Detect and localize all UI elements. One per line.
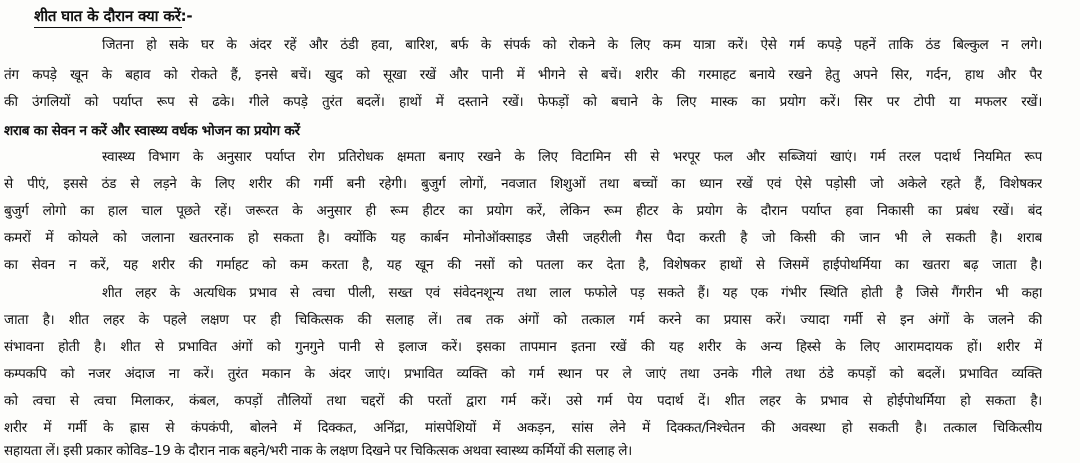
paragraph-3-line-1: शीत लहर के अत्यधिक प्रभाव से त्वचा पीली, सख्त एवं संवेदनशून्य तथा लाल फफोले पड़ सकते हैं। यह एक गंभीर स्थिति होती है जिसे गैंगरीन भी कहा: [102, 285, 1042, 301]
paragraph-2-line-1: स्वास्थ्य विभाग के अनुसार पर्याप्त रोग प्रतिरोधक क्षमता बनाए रखने के लिए विटामिन सी से भरपूर फल और सब्जियां खाएं। गर्म तरल पदार्थ नियमित रूप: [102, 149, 1042, 165]
paragraph-3-line-2: जाता है। शीत लहर के पहले लक्षण पर ही चिकित्सक की सलाह लें। तब तक अंगों को तत्काल गर्म करने का प्रयास करें। ज्यादा गर्मी से इन अंगों के जलने की: [4, 312, 1042, 328]
paragraph-2-line-3: बुजुर्ग लोगो का हाल चाल पूछते रहें। जरूरत के अनुसार ही रूम हीटर का प्रयोग करें, लेकिन रूम हीटर के प्रयोग के दौरान पर्याप्त हवा निकासी का प्रबंध रखें। बंद: [4, 203, 1042, 219]
paragraph-1-line-2: तंग कपड़े खून के बहाव को रोकते हैं, इनसे बचें। खुद को सूखा रखें और पानी में भीगने से बचें। शरीर की गरमाहट बनाये रखने हेतु अपने सिर, गर्दन, हाथ और पैर: [4, 67, 1042, 83]
paragraph-3-line-6: शरीर में गर्मी के ह्रास से कंपकंपी, बोलने में दिक्कत, अनिंद्रा, मांसपेशियों में अकड़न, सांस लेने में दिक्कत/निश्चेतन की अवस्था हो सकती है। तत्काल चिकित्सीय: [4, 420, 1042, 436]
subheading: शराब का सेवन न करें और स्वास्थ्य वर्धक भोजन का प्रयोग करें: [4, 123, 300, 139]
paragraph-2-line-2: से पीएं, इससे ठंड से लड़ने के लिए शरीर की गर्मी बनी रहेगी। बुजुर्ग लोगों, नवजात शिशुओं तथा बच्चों का ध्यान रखें एवं ऐसे पड़ोसी जो अकेले रहते हैं, विशेषकर: [4, 176, 1042, 192]
paragraph-3-line-4: कम्पकपि को नजर अंदाज ना करें। तुरंत मकान के अंदर जाएं। प्रभावित व्यक्ति को गर्म स्थान पर ले जाएं तथा उनके गीले तथा ठंडे कपड़ों को बदलें। प्रभावित व्यक्ति: [4, 366, 1042, 382]
paragraph-3-line-5: को त्वचा से त्वचा मिलाकर, कंबल, कपड़ों तौलियों तथा चद्दरों की परतों द्वारा गर्म करें। उसे गर्म पेय पदार्थ दें। शीत लहर के प्रभाव से होईपोथर्मिया हो सकता है।: [4, 393, 1042, 409]
paragraph-3-line-3: संभावना होती है। शीत से प्रभावित अंगों को गुनगुने पानी से इलाज करें। इसका तापमान इतना रखें की यह शरीर के अन्य हिस्से के लिए आरामदायक हों। शरीर में: [4, 339, 1042, 355]
paragraph-1-line-1: जितना हो सके घर के अंदर रहें और ठंडी हवा, बारिश, बर्फ के संपर्क को रोकने के लिए कम यात्रा करें। ऐसे गर्म कपड़े पहनें ताकि ठंड बिल्कुल न लगे।: [102, 37, 1042, 53]
paragraph-2-line-5: का सेवन न करें, यह शरीर की गर्माहट को कम करता है, यह खून की नसों को पतला कर देता है, विशेषकर हाथों से जिसमें हाईपोथर्मिया का खतरा बढ़ जाता है।: [4, 257, 1042, 273]
section-heading: शीत घात के दौरान क्या करें:-: [34, 7, 193, 25]
paragraph-2-line-4: कमरों में कोयले को जलाना खतरनाक हो सकता है। क्योंकि यह कार्बन मोनोऑक्साइड जैसी जहरीली गैस पैदा करती है जो किसी की जान भी ले सकती है। शराब: [4, 230, 1042, 246]
paragraph-1-line-3: की उंगलियों को पर्याप्त रूप से ढके। गीले कपड़े तुरंत बदलें। हाथों में दस्ताने रखें। फेफड़ों को बचाने के लिए मास्क का प्रयोग करें। सिर पर टोपी या मफलर रखें।: [4, 94, 1042, 110]
paragraph-3-line-7: सहायता लें। इसी प्रकार कोविड–19 के दौरान नाक बहने/भरी नाक के लक्षण दिखने पर चिकित्सक अथवा स्वास्थ्य कर्मियों की सलाह ले।: [4, 443, 632, 459]
